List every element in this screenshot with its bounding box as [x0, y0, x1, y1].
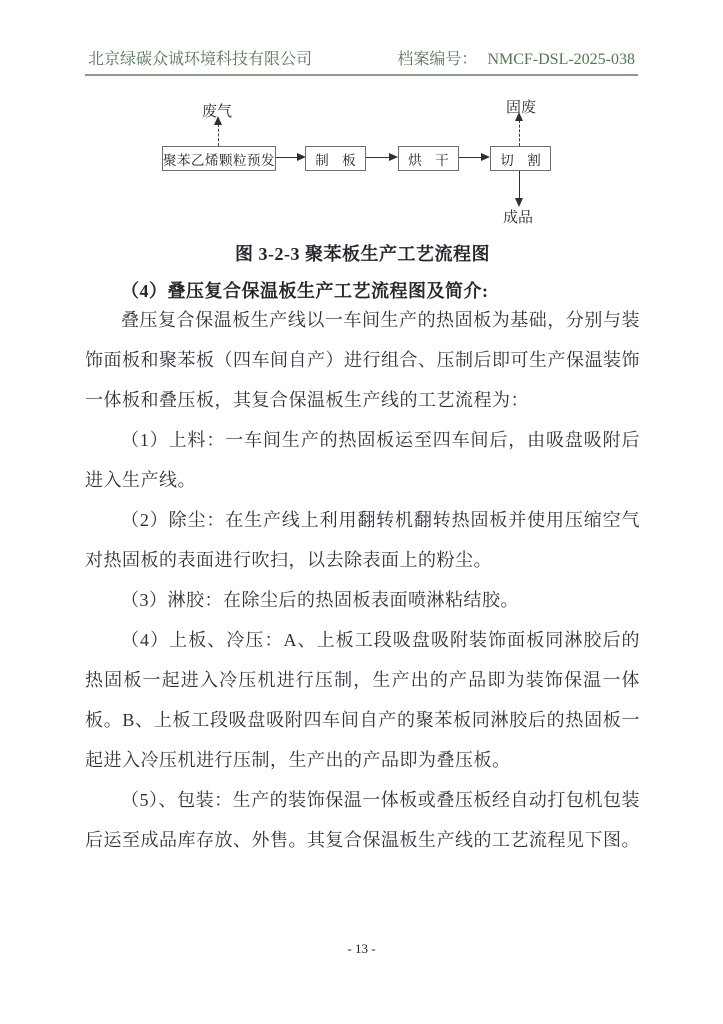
page-number: - 13 -	[347, 941, 376, 956]
arrow-down-product-icon	[519, 171, 520, 199]
flowchart-box-pre-expansion: 聚苯乙烯颗粒预发	[162, 146, 276, 171]
arrow-right-2-icon	[366, 157, 396, 158]
archive-number: NMCF-DSL-2025-038	[487, 51, 635, 68]
waste-gas-label: 废气	[202, 104, 233, 120]
flowchart-box-cutting: 切 割	[490, 146, 551, 171]
paragraph-step-1: （1）上料：一车间生产的热固板运至四车间后，由吸盘吸附后进入生产线。	[85, 430, 640, 490]
solid-waste-label: 固废	[506, 100, 537, 116]
dashed-arrow-up-waste-gas-icon	[218, 124, 219, 146]
product-label: 成品	[503, 210, 534, 226]
header-divider	[85, 74, 638, 76]
process-flowchart	[85, 94, 645, 234]
paragraph-step-2: （2）除尘：在生产线上利用翻转机翻转热固板并使用压缩空气对热固板的表面进行吹扫，以去除表面上的粉尘。	[85, 510, 640, 570]
body-text	[85, 300, 640, 860]
section-heading: （4）叠压复合保温板生产工艺流程图及简介:	[121, 281, 489, 301]
flowchart-box-drying: 烘 干	[398, 146, 459, 171]
page-header	[88, 46, 635, 69]
arrow-right-3-icon	[459, 157, 488, 158]
flowchart-box-board-making: 制 板	[305, 146, 366, 171]
figure-caption: 图 3-2-3 聚苯板生产工艺流程图	[235, 244, 490, 264]
dashed-arrow-up-solid-waste-icon	[519, 120, 520, 146]
paragraph-step-4: （4）上板、冷压：A、上板工段吸盘吸附装饰面板同淋胶后的热固板一起进入冷压机进行压制，生产出的产品即为装饰保温一体板。B、上板工段吸盘吸附四车间自产的聚苯板同淋胶后的热固板一起进入冷压机进行压制，生产出的产品即为叠压板。	[85, 630, 640, 770]
company-name: 北京绿碳众诚环境科技有限公司	[88, 51, 313, 68]
archive-label: 档案编号：	[397, 51, 478, 68]
paragraph-intro: 叠压复合保温板生产线以一车间生产的热固板为基础，分别与装饰面板和聚苯板（四车间自产）进行组合、压制后即可生产保温装饰一体板和叠压板，其复合保温板生产线的工艺流程为：	[85, 310, 640, 410]
paragraph-step-3: （3）淋胶：在除尘后的热固板表面喷淋粘结胶。	[121, 590, 519, 610]
paragraph-step-5: （5）、包装：生产的装饰保温一体板或叠压板经自动打包机包装后运至成品库存放、外售。其复合保温板生产线的工艺流程见下图。	[85, 790, 640, 850]
arrow-right-1-icon	[276, 157, 304, 158]
archive-number-group	[397, 46, 635, 69]
